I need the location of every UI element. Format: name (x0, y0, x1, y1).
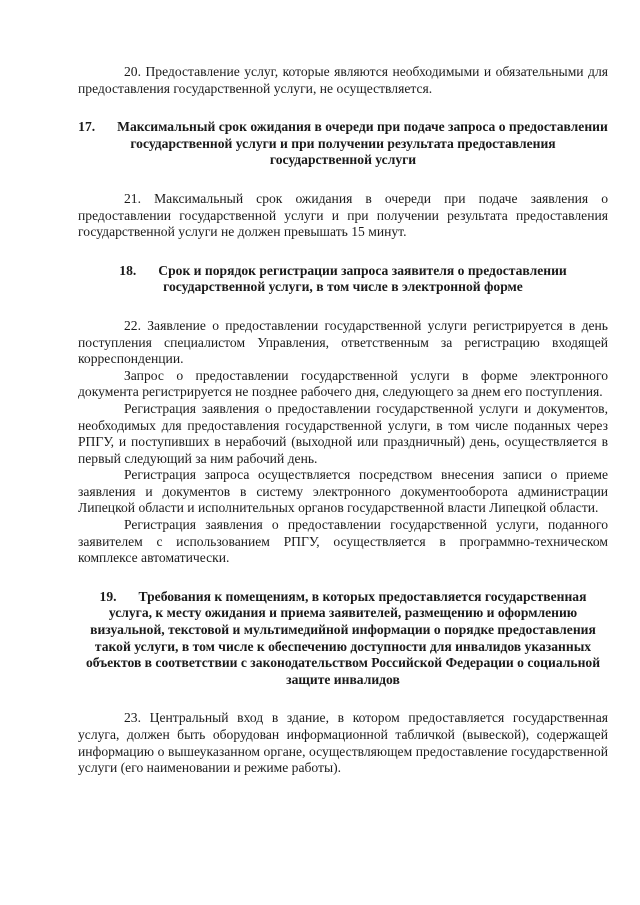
paragraph-20: 20. Предоставление услуг, которые являются необходимыми и обязательными для предоставления государственной услуги, не осуществляется. (78, 64, 608, 96)
paragraph-23: 23. Центральный вход в здание, в котором предоставляется государственная услуга, должен быть оборудован информационной табличкой (вывеской), содержащей информацию о вышеуказанном органе, осуществляющем предоставление государственной услуги (его наименовании и режиме работы). (78, 710, 608, 776)
section-number: 19. (99, 588, 117, 604)
section-heading-18 (78, 263, 608, 296)
section-title: Максимальный срок ожидания в очереди при подаче запроса о предоставлении государственной услуги и при получении результата предоставления государственной услуги (117, 119, 608, 168)
paragraph-21: 21. Максимальный срок ожидания в очереди при подаче заявления о предоставлении государственной услуги и при получении результата предоставления государственной услуги не должен превышать 15 минут. (78, 190, 608, 240)
paragraph-22-3: Регистрация заявления о предоставлении государственной услуги и документов, необходимых для предоставления государственной услуги, в том числе поданных через РПГУ, и поступивших в нерабочий (выходной или праздничный) день, осуществляется в первый следующий за ним рабочий день. (78, 400, 608, 466)
section-title: Срок и порядок регистрации запроса заявителя о предоставлении государственной услуги, в том числе в электронной форме (158, 262, 567, 295)
paragraph-22-2: Запрос о предоставлении государственной услуги в форме электронного документа регистрируется не позднее рабочего дня, следующего за днем его поступления. (78, 367, 608, 400)
section-heading-17 (78, 119, 608, 169)
section-title: Требования к помещениям, в которых предоставляется государственная услуга, к месту ожидания и приема заявителей, размещению и оформлению визуальной, текстовой и мультимедийной информации о порядке предоставления такой услуги, в том числе к обеспечению доступности для инвалидов указанных объектов в соответствии с законодательством Российской Федерации о социальной защите инвалидов (85, 588, 601, 687)
section-heading-19 (78, 589, 608, 689)
section-number: 17. (78, 119, 96, 135)
document-body (78, 64, 608, 777)
section-number: 18. (119, 262, 137, 278)
paragraph-22-5: Регистрация заявления о предоставлении государственной услуги, поданного заявителем с использованием РПГУ, осуществляется в программно-техническом комплексе автоматически. (78, 517, 608, 566)
paragraph-22-4: Регистрация запроса осуществляется посредством внесения записи о приеме заявления и документов в систему электронного документооборота администрации Липецкой области и исполнительных органов государственной власти Липецкой области. (78, 467, 608, 516)
paragraph-22: 22. Заявление о предоставлении государственной услуги регистрируется в день поступления специалистом Управления, ответственным за регистрацию входящей корреспонденции. (78, 317, 608, 367)
